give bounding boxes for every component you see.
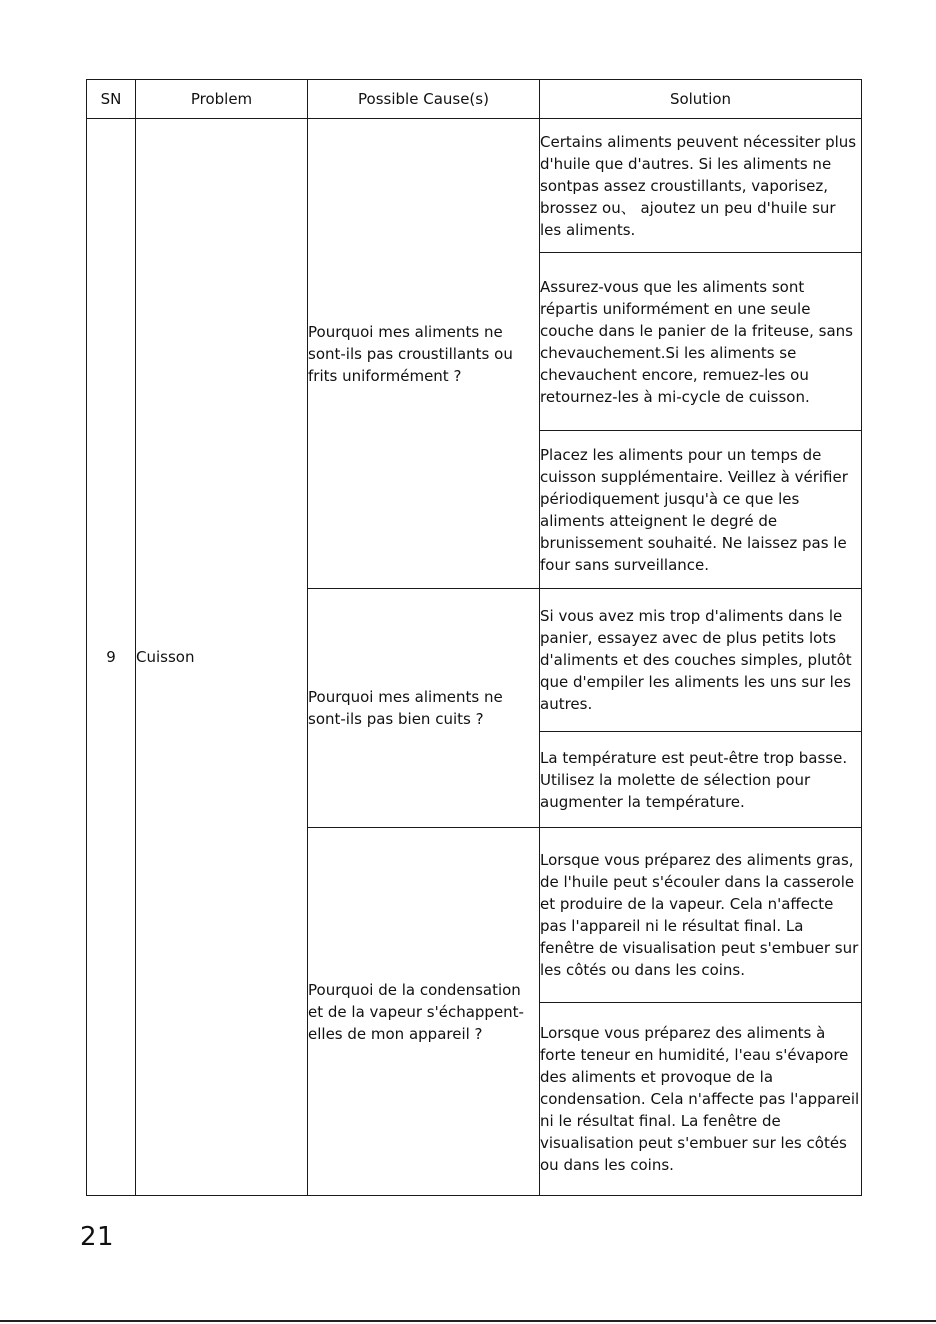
table-row [87,119,862,253]
bottom-divider [0,1320,936,1322]
solution-cell: Lorsque vous préparez des aliments à forte teneur en humidité, l'eau s'évapore des aliments et provoque de la condensation. Cela n'affecte pas l'appareil ni le résultat final. La fenêtre de visualisation peut s'embuer sur les côtés ou dans les coins. [540,1003,862,1196]
troubleshooting-table [86,79,862,1196]
solution-cell: Lorsque vous préparez des aliments gras, de l'huile peut s'écouler dans la casserole et produire de la vapeur. Cela n'affecte pas l'appareil ni le résultat final. La fenêtre de visualisation peut s'embuer sur les côtés ou dans les coins. [540,828,862,1003]
solution-cell: Placez les aliments pour un temps de cuisson supplémentaire. Veillez à vérifier périodiquement jusqu'à ce que les aliments atteignent le degré de brunissement souhaité. Ne laissez pas le four sans surveillance. [540,431,862,589]
page-number: 21 [80,1222,115,1252]
solution-cell: Si vous avez mis trop d'aliments dans le panier, essayez avec de plus petits lots d'aliments et des couches simples, plutôt que d'empiler les aliments les uns sur les autres. [540,589,862,732]
solution-cell: La température est peut-être trop basse. Utilisez la molette de sélection pour augmenter la température. [540,732,862,828]
problem-cell: Cuisson [136,119,308,1196]
header-problem: Problem [136,80,308,119]
solution-cell: Certains aliments peuvent nécessiter plus d'huile que d'autres. Si les aliments ne sontpas assez croustillants, vaporisez, brossez ou、 ajoutez un peu d'huile sur les aliments. [540,119,862,253]
cause-cell: Pourquoi de la condensation et de la vapeur s'échappent-elles de mon appareil ? [308,828,540,1196]
header-sn: SN [87,80,136,119]
header-row [87,80,862,119]
cause-cell: Pourquoi mes aliments ne sont-ils pas bien cuits ? [308,589,540,828]
header-possible-causes: Possible Cause(s) [308,80,540,119]
solution-cell: Assurez-vous que les aliments sont répartis uniformément en une seule couche dans le panier de la friteuse, sans chevauchement.Si les aliments se chevauchent encore, remuez-les ou retournez-les à mi-cycle de cuisson. [540,253,862,431]
header-solution: Solution [540,80,862,119]
cause-cell: Pourquoi mes aliments ne sont-ils pas croustillants ou frits uniformément ? [308,119,540,589]
sn-cell: 9 [87,119,136,1196]
